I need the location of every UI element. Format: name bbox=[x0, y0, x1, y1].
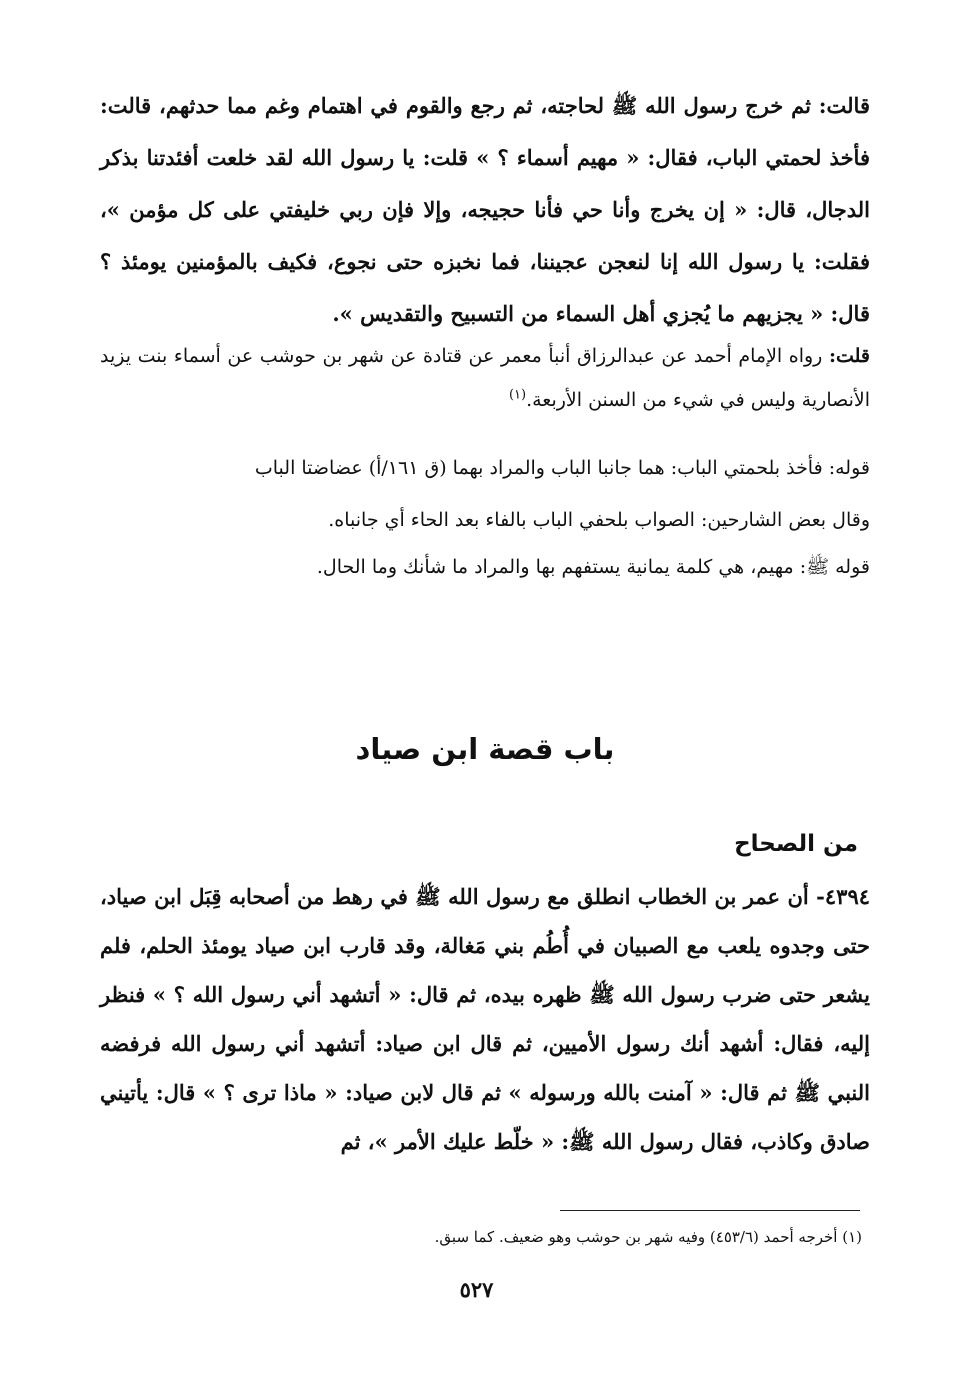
qult-label: قلت: bbox=[828, 345, 870, 367]
hadith-number: ٤٣٩٤- bbox=[816, 884, 871, 909]
section-heading: من الصحاح bbox=[734, 831, 858, 857]
sharh-note-lahmati: قوله: فأخذ بلحمتي الباب: هما جانبا الباب والمراد بهما (ق ١٦١/أ) عضاضتا الباب bbox=[254, 457, 870, 479]
footnote-reference: (١) bbox=[508, 387, 527, 403]
hadith-4394-paragraph bbox=[100, 872, 870, 1166]
qult-commentary-paragraph bbox=[100, 334, 870, 422]
hadith-text: أن عمر بن الخطاب انطلق مع رسول الله ﷺ في رهط من أصحابه قِبَل ابن صياد، حتى وجدوه يلعب مع الصبيان في أُطُم بني مَغالة، وقد قارب ابن صياد يومئذ الحلم، فلم يشعر حتى ضرب رسول الله ﷺ ظهره بيده، ثم قال: « أتشهد أني رسول الله ؟ » فنظر إليه، فقال: أشهد أنك رسول الأميين، ثم قال ابن صياد: أتشهد أني رسول الله فرفضه النبي ﷺ ثم قال: « آمنت بالله ورسوله » ثم قال لابن صياد: « ماذا ترى ؟ » قال: يأتيني صادق وكاذب، فقال رسول الله ﷺ: « خلّط عليك الأمر »، ثم bbox=[100, 884, 870, 1154]
footnote: (١) أخرجه أحمد (٤٥٣/٦) وفيه شهر بن حوشب وهو ضعيف. كما سبق. bbox=[434, 1228, 862, 1246]
sharh-note-mahyam: قوله ﷺ: مهيم، هي كلمة يمانية يستفهم بها والمراد ما شأنك وما الحال. bbox=[316, 556, 870, 578]
page-number: ٥٢٧ bbox=[459, 1277, 494, 1302]
qult-text: رواه الإمام أحمد عن عبدالرزاق أنبأ معمر عن قتادة عن شهر بن حوشب عن أسماء بنت يزيد الأنصارية وليس في شيء من السنن الأربعة. bbox=[100, 345, 870, 411]
chapter-title: باب قصة ابن صياد bbox=[355, 732, 615, 766]
sharh-note-lahfi: وقال بعض الشارحين: الصواب بلحفي الباب بالفاء بعد الحاء أي جانباه. bbox=[328, 509, 870, 531]
hadith-continuation-paragraph: قالت: ثم خرج رسول الله ﷺ لحاجته، ثم رجع والقوم في اهتمام وغم مما حدثهم، قالت: فأخذ لحمتي الباب، فقال: « مهيم أسماء ؟ » قلت: يا رسول الله لقد خلعت أفئدتنا بذكر الدجال، قال: « إن يخرج وأنا حي فأنا حجيجه، وإلا فإن ربي خليفتي على كل مؤمن »، فقلت: يا رسول الله إنا لنعجن عجيننا، فما نخبزه حتى نجوع، فكيف بالمؤمنين يومئذ ؟ قال: « يجزيهم ما يُجزي أهل السماء من التسبيح والتقديس ». bbox=[100, 93, 870, 326]
footnote-divider bbox=[560, 1210, 860, 1211]
